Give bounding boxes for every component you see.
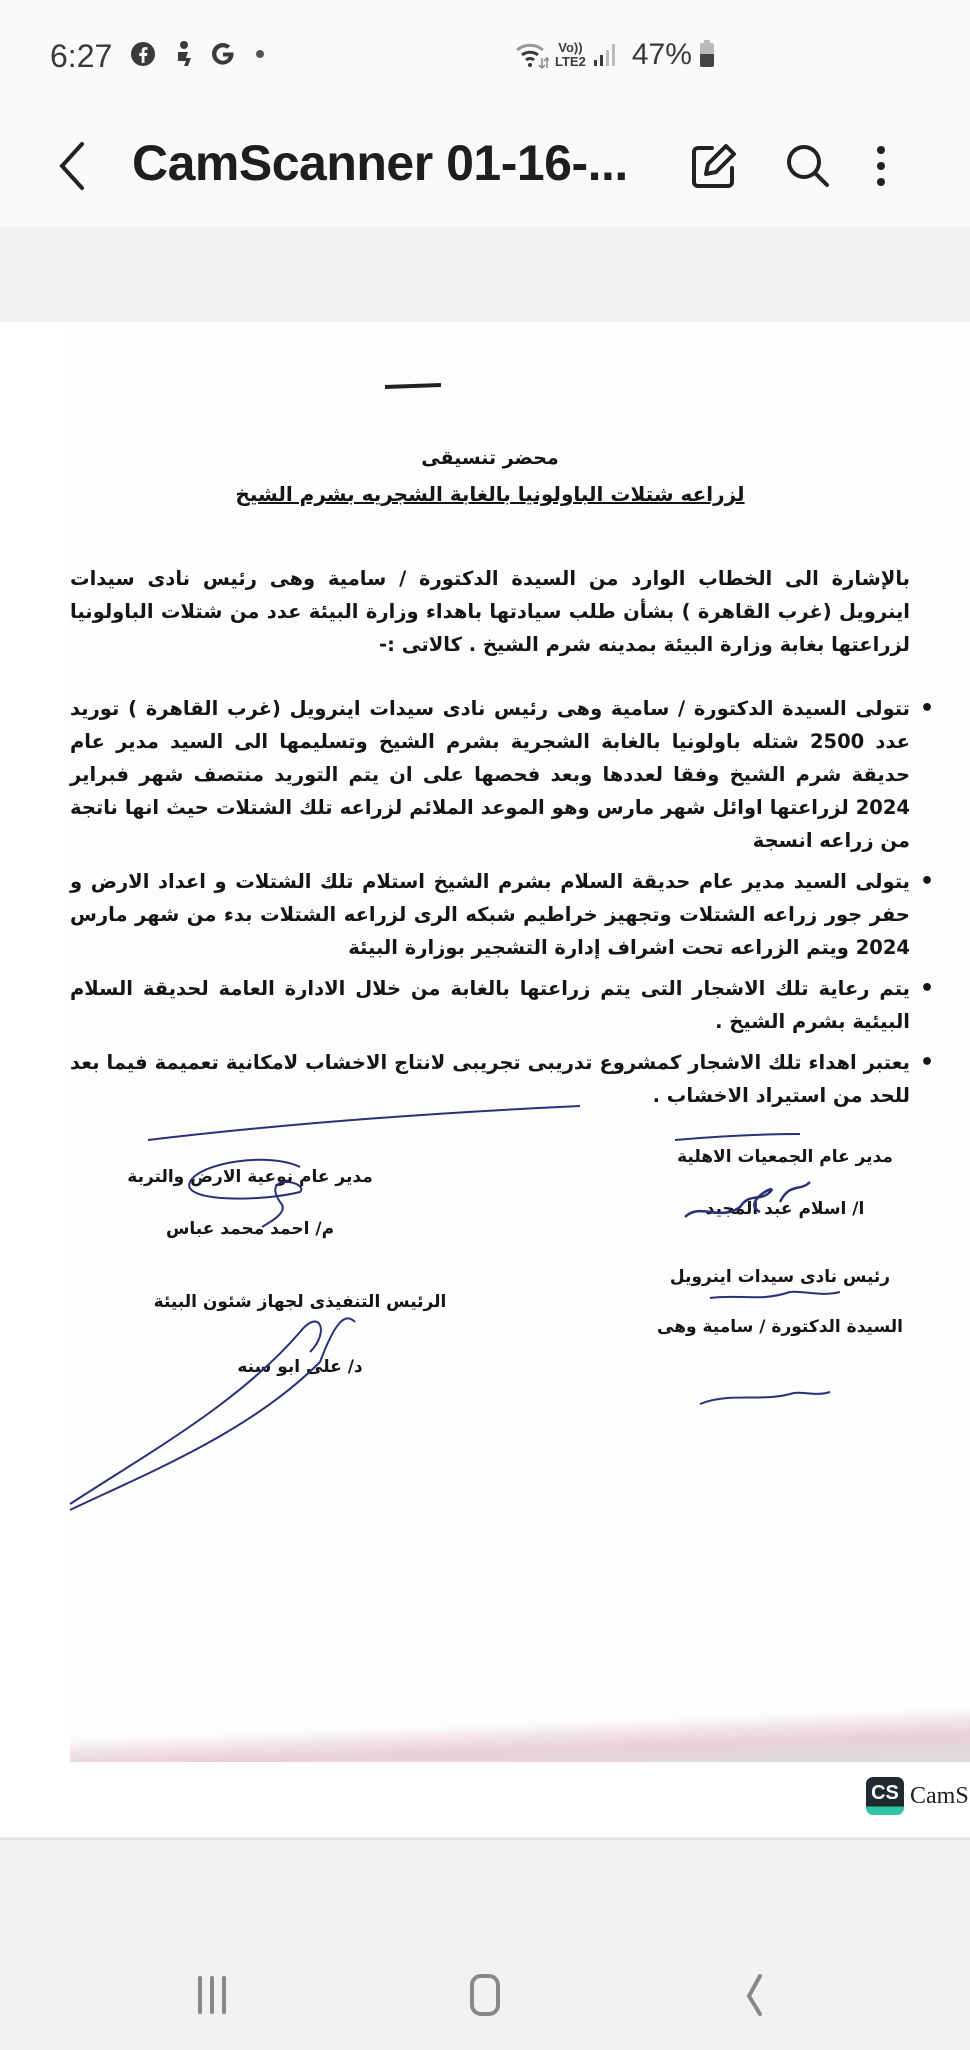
underline-stroke — [148, 1106, 580, 1140]
bullet-item: • يعتبر اهداء تلك الاشجار كمشروع تدريبى تجريبى لانتاج الاخشاب لامكانية تعميمة فيما بعد للحد من استيراد الاخشاب . — [70, 1046, 910, 1112]
lte-label: LTE2 — [555, 54, 586, 69]
signature-ali — [70, 1318, 355, 1510]
bullet-item: • تتولى السيدة الدكتورة / سامية وهى رئيس نادى سيدات اينرويل (غرب القاهرة ) توريد عدد 2500 شتله باولونيا بالغابة الشجرية بشرم الشيخ وتسليمها الى السيد مدير عام حديقة شرم الشيخ وفقا لعددها وبعد فحصها على ان يتم التوريد منتصف شهر فبراير 2024 لزراعتها اوائل شهر مارس وهو الموعد الملائم لزراعه تلك الشتلات حيث انها ناتجة من زراعه انسجة — [70, 692, 910, 857]
status-time: 6:27 — [50, 38, 113, 74]
accessibility-icon — [170, 40, 196, 68]
home-icon[interactable] — [455, 1970, 515, 2020]
signature-samia-2 — [700, 1392, 830, 1404]
system-icons — [515, 38, 714, 72]
more-notifications-dot — [256, 50, 264, 58]
camscanner-watermark-text: CamS — [910, 1782, 969, 1809]
volte-label: Vo)) — [558, 40, 583, 55]
intro-paragraph: بالإشارة الى الخطاب الوارد من السيدة الدكتورة / سامية وهى رئيس نادى سيدات اينرويل (غرب القاهرة ) بشأن طلب سيادتها باهداء وزارة البيئة عدد من شتلات الباولونيا لزراعتها بغابة وزارة البيئة بمدينه شرم الشيخ . كالاتى :- — [70, 567, 910, 656]
notification-icons — [130, 40, 264, 68]
more-vert-icon[interactable] — [866, 140, 896, 192]
signatory-name: د/ على ابو سنه — [237, 1357, 363, 1377]
signatory-name: ا/ اسلام عبد المجيد — [705, 1199, 865, 1219]
subheading-text: لزراعه شتلات الباولونيا بالغابة الشجريه بشرم الشيخ — [235, 482, 745, 506]
viewer-top-margin — [0, 226, 970, 322]
camscanner-watermark — [866, 1777, 969, 1815]
app-bar — [0, 110, 970, 226]
underline-stroke — [675, 1134, 800, 1140]
facebook-icon — [130, 40, 156, 68]
search-icon[interactable] — [782, 140, 834, 192]
handwritten-signatures — [0, 322, 970, 1782]
bullet-item: • يتولى السيد مدير عام حديقة السلام بشرم الشيخ استلام تلك الشتلات و اعداد الارض و حفر جور زراعه الشتلات وتجهيز خراطيم شبكه الرى لزراعه الشتلات بدء من شهر مارس 2024 ويتم الزراعه تحت اشراف إدارة التشجير بوزارة البيئة — [70, 865, 910, 964]
chevron-left-icon[interactable] — [50, 138, 94, 194]
signature-samia-1 — [710, 1292, 840, 1298]
signatory-title: رئيس نادى سيدات اينرويل — [669, 1267, 891, 1287]
system-nav-bar — [0, 1838, 970, 2050]
edit-icon[interactable] — [688, 140, 740, 192]
signature-ahmed — [189, 1160, 301, 1227]
signatory-title: الرئيس التنفيذى لجهاز شئون البيئة — [153, 1292, 447, 1312]
signatory-name: م/ احمد محمد عباس — [165, 1219, 335, 1239]
recents-icon[interactable] — [182, 1970, 242, 2020]
document-title: CamScanner 01-16-... — [132, 135, 628, 191]
back-icon[interactable] — [725, 1970, 785, 2020]
battery-charging-icon — [700, 43, 714, 67]
bullet-item: • يتم رعاية تلك الاشجار التى يتم زراعتها بالغابة من خلال الادارة العامة لحديقة السلام البيئية بشرم الشيخ . — [70, 972, 910, 1038]
signatory-title: مدير عام نوعية الارض والتربة — [127, 1167, 373, 1187]
signatory-title: مدير عام الجمعيات الاهلية — [677, 1147, 893, 1167]
document-viewer[interactable] — [0, 322, 970, 1837]
signatory-name: السيدة الدكتورة / سامية وهى — [657, 1317, 903, 1337]
battery-percent: 47% — [631, 38, 692, 71]
signature-islam — [685, 1182, 810, 1217]
google-icon — [210, 40, 236, 68]
wifi-icon — [515, 40, 549, 70]
status-bar — [0, 0, 970, 110]
signal-icon — [592, 42, 618, 68]
document-heading: محضر تنسيقى — [421, 447, 559, 469]
network-type — [555, 41, 586, 69]
camscanner-logo-icon: CS — [866, 1777, 904, 1815]
